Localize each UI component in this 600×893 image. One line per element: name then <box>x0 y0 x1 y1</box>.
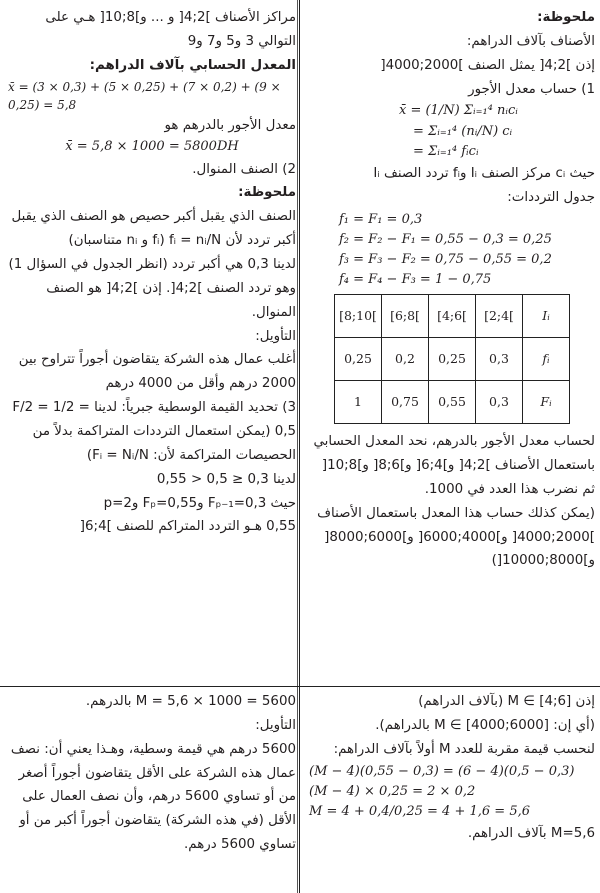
text-line: M=5,6 بآلاف الدراهم. <box>467 826 595 841</box>
table-cell: [2;4[ <box>476 295 523 338</box>
equation-line: (M − 4)(0,55 − 0,3) = (6 − 4)(0,5 − 0,3) <box>309 763 575 779</box>
equation-line: (M − 4) × 0,25 = 2 × 0,2 <box>309 783 476 799</box>
mean-calculation: x̄ = (3 × 0,3) + (5 × 0,25) + (7 × 0,2) + (9 × 0,25) = 5,8 <box>8 79 281 112</box>
freq-line: f₄ = F₄ − F₃ = 1 − 0,75 <box>339 272 492 287</box>
text-line: مراكز الأصناف ]2;4[ و ... و]8;10[ هـي على التوالي 3 و5 و7 و9 <box>45 10 296 49</box>
table-cell: [8;10[ <box>335 295 382 338</box>
table-cell: [6;8[ <box>382 295 429 338</box>
text-line: 5600 درهم هي قيمة وسطية، وهـذا يعني أن: نصف عمال هذه الشركة على الأقل يتقاضون أجوراً أصغر من أو تساوي 5600 درهم، وأن نصف العمال على الأقل (في هذه الشركة) يتقاضون أجوراً أكبر من أو تساوي 5600 درهم. <box>10 741 296 853</box>
frequency-table <box>334 294 570 424</box>
text-line: أغلب عمال هذه الشركة يتقاضون أجوراً تتراوح بين 2000 درهم وأقل من 4000 درهم <box>18 352 296 392</box>
median-equations <box>309 762 595 822</box>
table-cell: 0,75 <box>382 381 429 424</box>
table-cell: 0,2 <box>382 338 429 381</box>
text-line: الصنف الذي يقبل أكبر حصيص هو الصنف الذي يقبل أكبر تردد لأن fᵢ = nᵢ/N (fᵢ و nᵢ متناسبان) <box>11 209 296 249</box>
text-line: لحساب معدل الأجور بالدرهم، نحد المعدل الحسابي باستعمال الأصناف ]2;4[ و]4;6[ و]6;8[ و]8;10[ <box>313 434 595 473</box>
table-row <box>335 381 570 424</box>
table-header-cell: Iᵢ <box>523 295 570 338</box>
freq-line: f₃ = F₃ − F₂ = 0,75 − 0,55 = 0,2 <box>339 251 552 267</box>
text-line: إذن M ∈ [4;6] (بآلاف الدراهم) <box>418 694 595 709</box>
formula-line: = Σᵢ₌₁⁴ (nᵢ/N) cᵢ <box>413 123 513 139</box>
equation-line: M = 4 + 0,4/0,25 = 4 + 1,6 = 5,6 <box>309 803 530 819</box>
text-line: جدول الترددات: <box>507 189 595 205</box>
note-heading: ملحوظة: <box>537 10 595 25</box>
interpretation-heading: التأويل: <box>255 717 296 733</box>
mean-in-dirhams: x̄ = 5,8 × 1000 = 5800DH <box>65 139 239 155</box>
table-cell: [4;6[ <box>429 295 476 338</box>
note-heading: ملحوظة: <box>238 185 296 201</box>
question-3: 3) تحديد القيمة الوسطية جبرياً: لدينا F/2 = 1/2 = 0,5 (يمكن استعمال الترددات المتراكمة بدلاً من الحصيصات المتراكمة لأن: Fᵢ = Nᵢ/N) <box>12 400 296 463</box>
formula-line: x̄ = (1/N) Σᵢ₌₁⁴ nᵢcᵢ <box>399 103 518 119</box>
freq-line: f₁ = F₁ = 0,3 <box>339 211 423 227</box>
question-2: 2) الصنف المنوال. <box>192 161 296 177</box>
text-line: (أي إن: M ∈ [4000;6000] بالدراهم). <box>375 717 595 733</box>
text-line: لدينا 0,3 ≤ 0,5 < 0,55 <box>156 471 296 487</box>
text-line: حيث cᵢ مركز الصنف Iᵢ وfᵢ تردد الصنف Iᵢ <box>373 165 595 181</box>
table-cell: 0,25 <box>335 338 382 381</box>
text-line: (يمكن كذلك حساب هذا المعدل باستعمال الأصناف ]2000;4000[ و]4000;6000[ و]6000;8000[ و]8000;10000[) <box>317 505 595 569</box>
left-column-top <box>4 6 296 686</box>
text-line: M = 5,6 × 1000 = 5600 بالدرهم. <box>85 694 296 709</box>
text-line: معدل الأجور بالدرهم هو <box>164 117 296 133</box>
freq-line: f₂ = F₂ − F₁ = 0,55 − 0,3 = 0,25 <box>339 231 552 247</box>
right-column-bottom <box>303 690 595 893</box>
text-line: لنحسب قيمة مقربة للعدد M أولاً بآلاف الدراهم: <box>333 741 595 757</box>
table-cell: 1 <box>335 381 382 424</box>
interpretation-heading: التأويل: <box>255 328 296 344</box>
text-line: الأصناف بآلاف الدراهم: <box>466 33 595 49</box>
table-cell: 0,25 <box>429 338 476 381</box>
table-cell: 0,55 <box>429 381 476 424</box>
frequency-list <box>309 210 595 291</box>
column-divider <box>299 0 300 893</box>
formula-line: = Σᵢ₌₁⁴ fᵢcᵢ <box>413 143 479 159</box>
subheading: المعدل الحسابي بآلاف الدراهم: <box>89 57 296 73</box>
left-column-bottom <box>4 690 296 893</box>
text-line: لدينا 0,3 هي أكبر تردد (انظر الجدول في السؤال 1) وهو تردد الصنف ]2;4[. إذن ]2;4[ هو الصنف المنوال. <box>8 257 296 320</box>
table-header-cell: fᵢ <box>523 338 570 381</box>
table-row <box>335 338 570 381</box>
right-column-top <box>303 6 595 686</box>
column-divider-inner <box>297 0 298 893</box>
section-divider <box>0 686 600 687</box>
table-row <box>335 295 570 338</box>
mean-formula <box>309 101 595 161</box>
text-line: حيث Fₚ₋₁=0,3 وFₚ=0,55 وp=2 <box>103 495 296 511</box>
table-cell: 0,3 <box>476 381 523 424</box>
text-line: 0,55 هـو التردد المتراكم للصنف ]4;6[ <box>79 519 296 535</box>
text-line: ثم نضرب هذا العدد في 1000. <box>424 481 595 497</box>
table-cell: 0,3 <box>476 338 523 381</box>
table-header-cell: Fᵢ <box>523 381 570 424</box>
text-line: إذن ]2;4[ يمثل الصنف ]2000;4000[ <box>380 57 595 73</box>
question-1: 1) حساب معدل الأجور <box>468 81 595 97</box>
